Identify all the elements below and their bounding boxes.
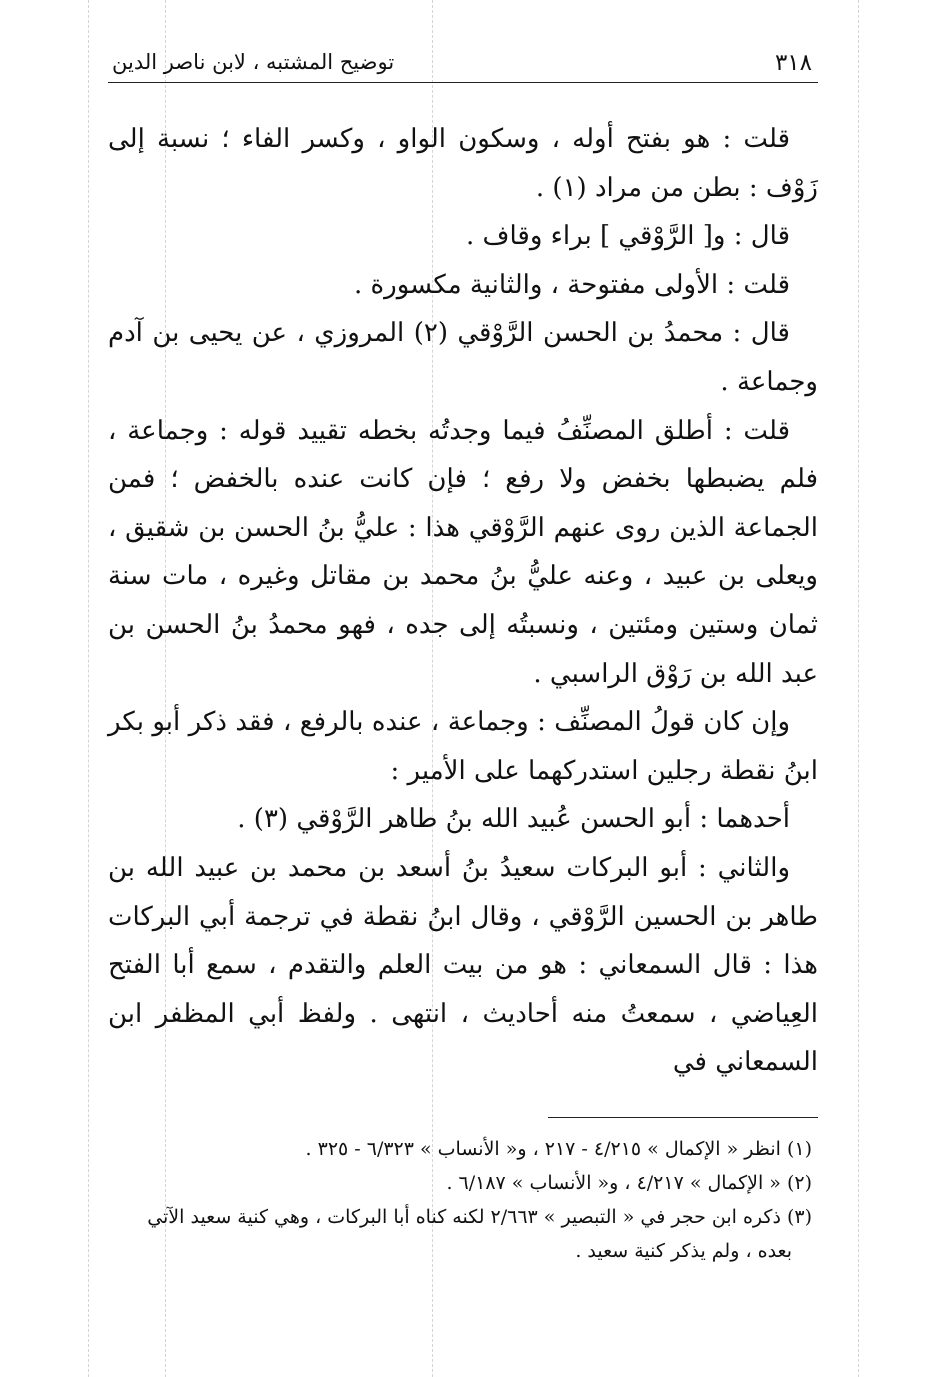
- scan-streak: [88, 0, 89, 1377]
- document-page: [108, 40, 818, 1268]
- paragraph: أحدهما : أبو الحسن عُبيد الله بنُ طاهر الرَّوْقي (٣) .: [237, 804, 790, 835]
- paragraph: قلت : هو بفتح أوله ، وسكون الواو ، وكسر الفاء ؛ نسبة إلى زَوْف : بطن من مراد (١) .: [108, 124, 818, 203]
- paragraph: قلت : أطلق المصنِّفُ فيما وجدتُه بخطه تقييد قوله : وجماعة ، فلم يضبطها بخفض ولا رفع ؛ فإن كانت عنده بالخفض ؛ فمن الجماعة الذين روى عنهم الرَّوْقي هذا : عليُّ بنُ الحسن بن شقيق ، ويعلى بن عبيد ، وعنه عليُّ بنُ محمد بن مقاتل وغيره ، مات سنة ثمان وستين ومئتين ، ونسبتُه إلى جده ، فهو محمدُ بنُ الحسن بن عبد الله بن رَوْق الراسبي .: [108, 415, 818, 689]
- paragraph: قال : و[ الرَّوْقي ] براء وقاف .: [466, 221, 790, 252]
- footnote-continuation: بعده ، ولم يذكر كنية سعيد .: [575, 1239, 792, 1262]
- book-title: توضيح المشتبه ، لابن ناصر الدين: [112, 50, 395, 74]
- footnotes: [108, 1132, 818, 1268]
- paragraph: قلت : الأولى مفتوحة ، والثانية مكسورة .: [354, 269, 790, 300]
- footnote: (٣) ذكره ابن حجر في « التبصير » ٢/٦٦٣ لكنه كناه أبا البركات ، وهي كنية سعيد الآتي: [147, 1205, 812, 1228]
- main-text: [108, 115, 818, 1087]
- paragraph: وإن كان قولُ المصنِّف : وجماعة ، عنده بالرفع ، فقد ذكر أبو بكر ابنُ نقطة رجلين استدركهما على الأمير :: [108, 707, 818, 786]
- scan-streak: [858, 0, 859, 1377]
- page-number: ٣١٨: [774, 50, 812, 76]
- paragraph: والثاني : أبو البركات سعيدُ بنُ أسعد بن محمد بن عبيد الله بن طاهر بن الحسين الرَّوْقي ، وقال ابنُ نقطة في ترجمة أبي البركات هذا : قال السمعاني : هو من بيت العلم والتقدم ، سمع أبا الفتح العِياضي ، سمعتُ منه أحاديث ، انتهى . ولفظ أبي المظفر ابن السمعاني في: [108, 852, 818, 1078]
- paragraph: قال : محمدُ بن الحسن الرَّوْقي (٢) المروزي ، عن يحيى بن آدم وجماعة .: [108, 318, 818, 397]
- footnote: (١) انظر « الإكمال » ٤/٢١٥ - ٢١٧ ، و« الأنساب » ٦/٣٢٣ - ٣٢٥ .: [305, 1137, 812, 1160]
- footnote-separator: [548, 1117, 818, 1118]
- running-header: [108, 40, 818, 83]
- footnote: (٢) « الإكمال » ٤/٢١٧ ، و« الأنساب » ٦/١٨٧ .: [446, 1171, 812, 1194]
